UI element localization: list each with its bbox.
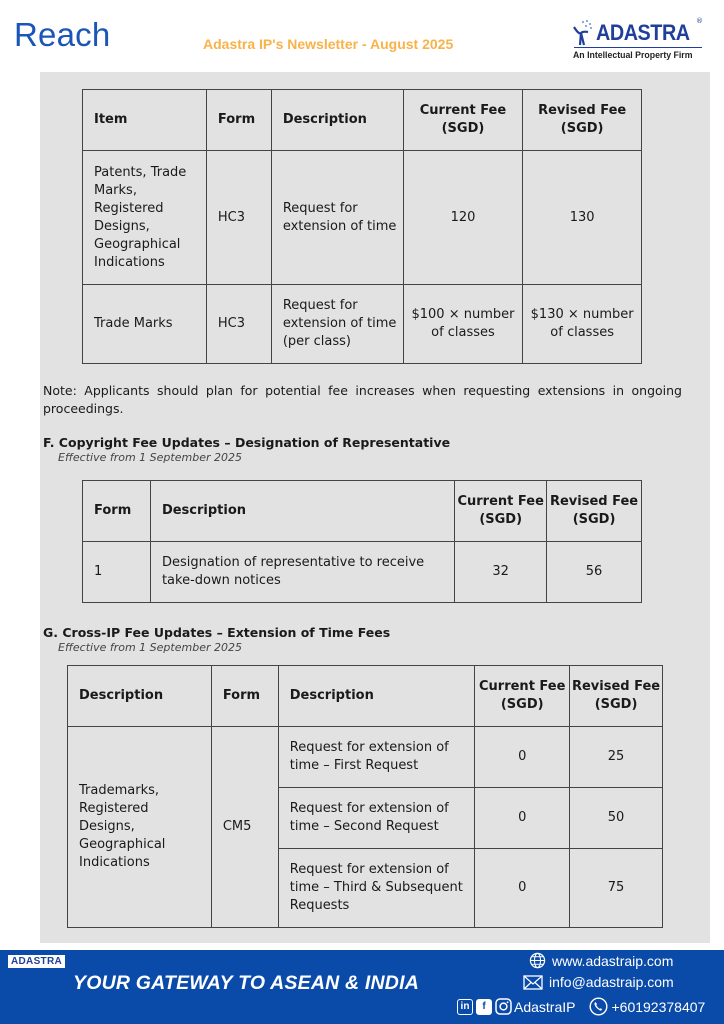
- column-header: Revised Fee (SGD): [523, 90, 642, 151]
- column-header: Form: [211, 666, 278, 727]
- table-row: [83, 151, 642, 285]
- current-fee-cell: 32: [455, 542, 547, 603]
- table-row: [68, 727, 663, 788]
- section-g-title: G. Cross-IP Fee Updates – Extension of Time Fees: [43, 625, 391, 640]
- revised-fee-cell: 56: [547, 542, 642, 603]
- globe-icon: [529, 952, 546, 969]
- footer-logo: ADASTRA: [8, 955, 65, 968]
- description-cell: Request for extension of time – First Request: [278, 727, 475, 788]
- revised-fee-cell: 75: [570, 849, 663, 928]
- revised-fee-cell: $130 × number of classes: [523, 285, 642, 364]
- social-links: [457, 997, 705, 1016]
- item-cell: Patents, Trade Marks, Registered Designs, Geographical Indications: [83, 151, 207, 285]
- column-header: Description: [150, 481, 454, 542]
- description-cell: Request for extension of time: [271, 151, 403, 285]
- phone-icon: [589, 997, 608, 1016]
- column-header: Revised Fee (SGD): [547, 481, 642, 542]
- column-header: Item: [83, 90, 207, 151]
- social-handle[interactable]: AdastraIP: [514, 998, 576, 1015]
- email-text: info@adastraip.com: [549, 974, 674, 990]
- copyright-fee-table: [82, 480, 642, 603]
- column-header: Revised Fee (SGD): [570, 666, 663, 727]
- current-fee-cell: 0: [475, 849, 570, 928]
- website-text: www.adastraip.com: [552, 952, 674, 969]
- column-header: Current Fee (SGD): [455, 481, 547, 542]
- table-header-row: [83, 90, 642, 151]
- column-header: Form: [206, 90, 271, 151]
- revised-fee-cell: 25: [570, 727, 663, 788]
- current-fee-cell: $100 × number of classes: [403, 285, 523, 364]
- item-cell: Trade Marks: [83, 285, 207, 364]
- revised-fee-cell: 130: [523, 151, 642, 285]
- description-cell: Request for extension of time (per class): [271, 285, 403, 364]
- revised-fee-cell: 50: [570, 788, 663, 849]
- page-header: [0, 0, 724, 72]
- page-footer: [0, 950, 724, 1024]
- phone-number[interactable]: +60192378407: [611, 998, 706, 1015]
- column-header: Current Fee (SGD): [403, 90, 523, 151]
- column-header: Form: [83, 481, 151, 542]
- website-link[interactable]: [529, 952, 673, 969]
- current-fee-cell: 120: [403, 151, 523, 285]
- cross-ip-fee-table: [67, 665, 663, 928]
- form-cell: CM5: [211, 727, 278, 928]
- item-cell: Trademarks, Registered Designs, Geographical Indications: [68, 727, 212, 928]
- mail-icon: [523, 975, 543, 990]
- section-f-subtitle: Effective from 1 September 2025: [58, 451, 242, 464]
- note-text: Note: Applicants should plan for potential fee increases when requesting extensions in ongoing proceedings.: [43, 383, 682, 416]
- section-g-subtitle: Effective from 1 September 2025: [58, 641, 242, 654]
- column-header: Description: [68, 666, 212, 727]
- form-cell: 1: [83, 542, 151, 603]
- description-cell: Designation of representative to receive take-down notices: [150, 542, 454, 603]
- email-link[interactable]: [523, 974, 674, 990]
- table-row: [83, 542, 642, 603]
- footer-slogan: YOUR GATEWAY TO ASEAN & INDIA: [73, 972, 419, 994]
- instagram-icon[interactable]: [495, 998, 512, 1015]
- registered-mark: ®: [696, 17, 703, 25]
- section-label: Reach: [14, 16, 111, 53]
- logo-wordmark: ADASTRA: [596, 20, 690, 45]
- section-f-title: F. Copyright Fee Updates – Designation of Representative: [43, 435, 451, 450]
- table-header-row: [83, 481, 642, 542]
- column-header: Description: [271, 90, 403, 151]
- form-cell: HC3: [206, 151, 271, 285]
- column-header: Description: [278, 666, 475, 727]
- column-header: Current Fee (SGD): [475, 666, 570, 727]
- facebook-icon[interactable]: f: [476, 999, 492, 1015]
- linkedin-icon[interactable]: in: [457, 999, 473, 1015]
- logo-divider: [574, 47, 702, 48]
- newsletter-title: Adastra IP's Newsletter - August 2025: [203, 36, 454, 52]
- logo-tagline: An Intellectual Property Firm: [573, 50, 693, 61]
- adastra-figure-logo-icon: [572, 19, 594, 47]
- table-row: [83, 285, 642, 364]
- description-cell: Request for extension of time – Third & Subsequent Requests: [278, 849, 475, 928]
- current-fee-cell: 0: [475, 727, 570, 788]
- table-header-row: [68, 666, 663, 727]
- extension-fees-table: [82, 89, 642, 364]
- description-cell: Request for extension of time – Second Request: [278, 788, 475, 849]
- current-fee-cell: 0: [475, 788, 570, 849]
- form-cell: HC3: [206, 285, 271, 364]
- adastra-logo: [572, 17, 704, 63]
